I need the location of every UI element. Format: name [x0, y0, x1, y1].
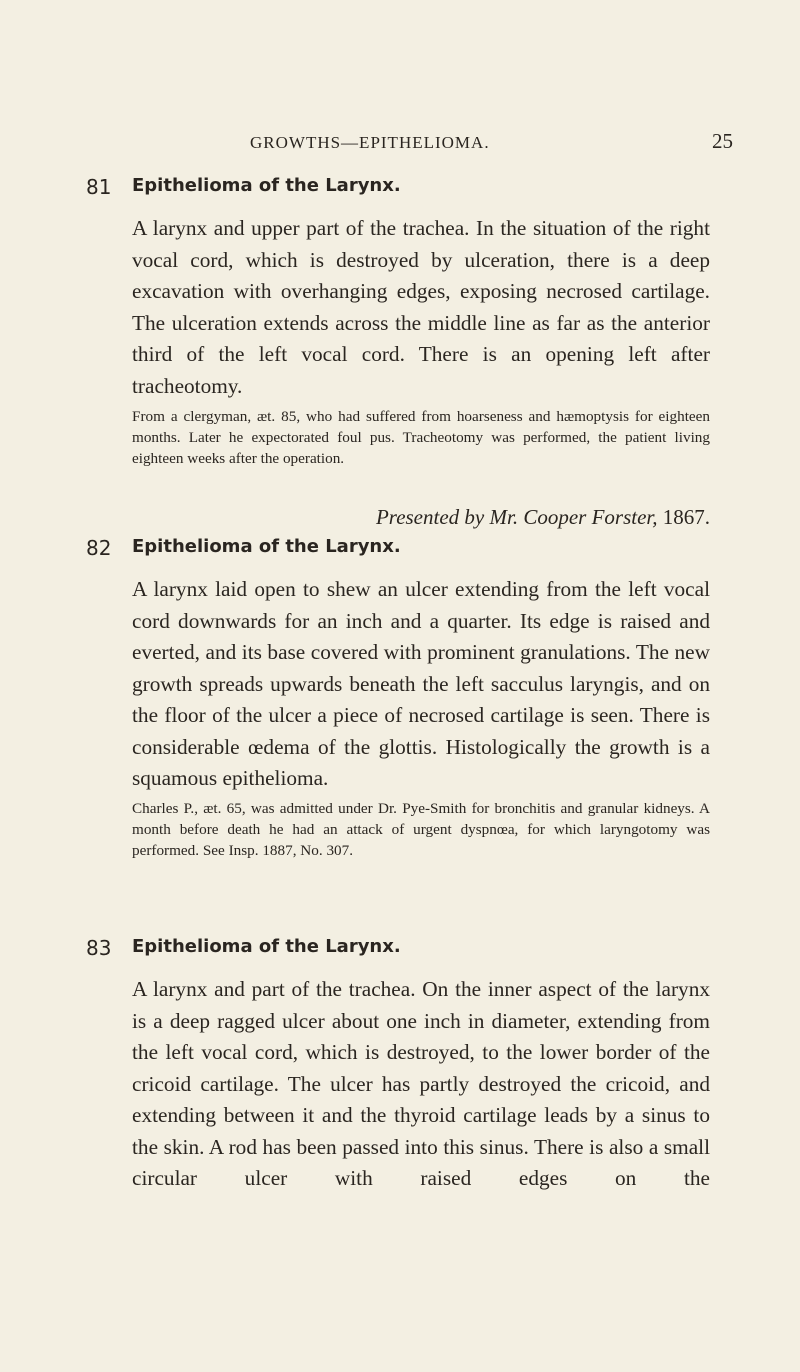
catalogue-entry-82 — [86, 536, 714, 936]
page-number: 25 — [712, 129, 733, 153]
entry-number: 83 — [86, 936, 112, 960]
entry-title: Epithelioma of the Larynx. — [132, 936, 401, 957]
catalogue-entry-83 — [86, 936, 714, 1356]
entry-case-note: Charles P., æt. 65, was admitted under Dr. Pye-Smith for bronchitis and granular kidneys. A month before death he had an attack of urgent dyspnœa, for which laryngotomy was performed. See Insp. 1887, No. 307. — [132, 800, 710, 859]
presented-by-line — [376, 505, 710, 530]
presented-year: 1867. — [662, 505, 710, 529]
running-head: GROWTHS—EPITHELIOMA. — [250, 133, 490, 152]
catalogue-entry-81 — [86, 175, 714, 595]
entry-title: Epithelioma of the Larynx. — [132, 536, 401, 557]
entry-title: Epithelioma of the Larynx. — [132, 175, 401, 196]
entry-case-note: From a clergyman, æt. 85, who had suffered from hoarseness and hæmoptysis for eighteen months. Later he expectorated foul pus. Tracheotomy was performed, the patient living eighteen weeks after the operation. — [132, 408, 710, 467]
entry-number: 82 — [86, 536, 112, 560]
entry-description: A larynx and upper part of the trachea. In the situation of the right vocal cord, which is destroyed by ulceration, there is a deep excavation with overhanging edges, exposing necrosed cartilage. The ulceration extends across the middle line as far as the anterior third of the left vocal cord. There is an opening left after tracheotomy. — [132, 216, 710, 398]
entry-number: 81 — [86, 175, 112, 199]
presenter: Presented by Mr. Cooper Forster, — [375, 505, 658, 529]
entry-description: A larynx laid open to shew an ulcer extending from the left vocal cord downwards for an inch and a quarter. Its edge is raised and everted, and its base covered with prominent granulations. The new growth spreads upwards beneath the left sacculus laryngis, and on the floor of the ulcer a piece of necrosed cartilage is seen. There is considerable œdema of the glottis. Histologically the growth is a squamous epithelioma. — [132, 577, 710, 790]
entry-description: A larynx and part of the trachea. On the inner aspect of the larynx is a deep ragged ulcer about one inch in diameter, extending from the left vocal cord, which is destroyed, to the lower border of the cricoid cartilage. The ulcer has partly destroyed the cricoid, and extending between it and the thyroid cartilage leads by a sinus to the skin. A rod has been passed into this sinus. There is also a small circular ulcer with raised edges on the — [132, 977, 710, 1190]
